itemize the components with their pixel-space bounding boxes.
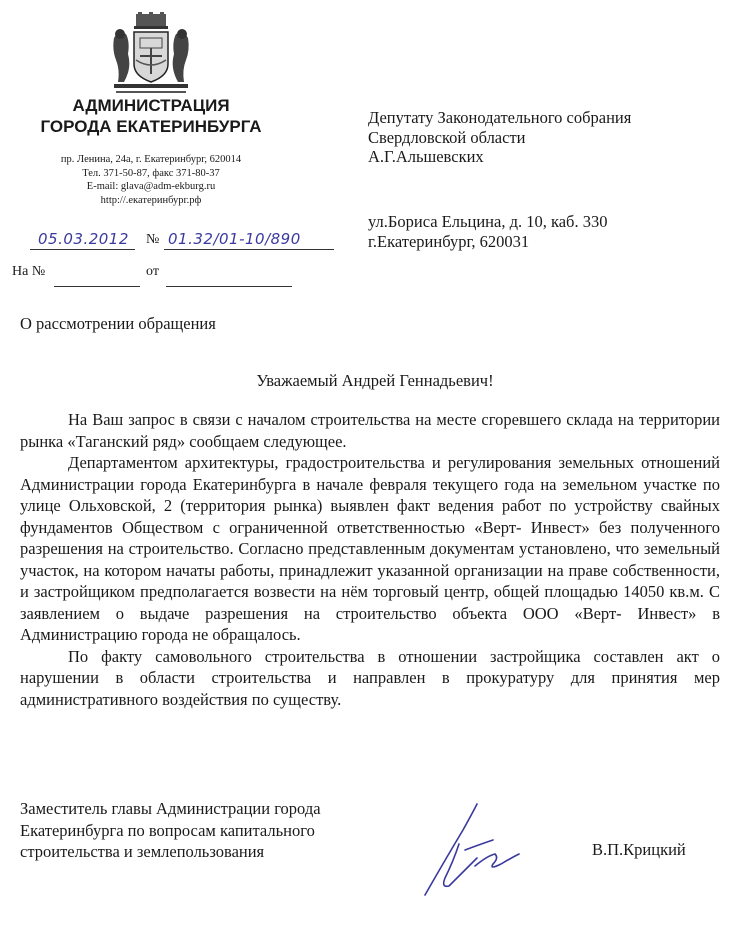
contact-phone: Тел. 371-50-87, факс 371-80-37	[82, 167, 220, 179]
handwritten-signature-icon	[415, 800, 525, 900]
signatory-name: В.П.Крицкий	[592, 840, 686, 859]
recipient-line: Депутату Законодательного собрания	[368, 108, 632, 127]
contact-website: http://.екатеринбург.рф	[100, 194, 202, 206]
org-line-2: ГОРОДА ЕКАТЕРИНБУРГА	[40, 117, 262, 136]
recipient-line: Свердловской области	[368, 127, 526, 147]
letter-greeting: Уважаемый Андрей Геннадьевич!	[256, 371, 494, 390]
address-street: ул.Бориса Ельцина, д. 10, каб. 330	[368, 212, 608, 231]
signatory-position	[20, 798, 321, 863]
registration-row	[30, 230, 340, 254]
registration-number: 01.32/01-10/890	[168, 230, 301, 248]
reference-from-label: от	[146, 264, 159, 279]
organization-title	[10, 95, 292, 137]
position-line: строительства и землепользования	[20, 842, 265, 861]
letter-subject: О рассмотрении обращения	[20, 314, 216, 333]
position-line: Заместитель главы Администрации города	[20, 799, 321, 818]
body-paragraph: На Ваш запрос в связи с началом строительства на месте сгоревшего склада на территории рынка «Таганский ряд» сообщаем следующее.	[20, 410, 720, 451]
letter-body	[20, 409, 720, 710]
body-paragraph: Департаментом архитектуры, градостроительства и регулирования земельных отношений Администрации города Екатеринбурга в начале февраля текущего года на земельном участке по улице Ольховской, 2 (территория рынка) выявлен факт ведения работ по устройству свайных фундаментов Обществом с ограниченной ответственностью «Верт- Инвест» без полученного разрешения на строительство. Согласно представленным документам установлено, что земельный участок, на котором начаты работы, принадлежит указанной организации на праве собственности, и застройщиком предполагается возвести на нём торговый центр, общей площадью 14050 кв.м. С заявлением о выдаче разрешения на строительство объекта ООО «Верт- Инвест» в Администрацию города не обращалось.	[20, 453, 720, 644]
body-paragraph: По факту самовольного строительства в отношении застройщика составлен акт о нарушении в области строительства и направлен в прокуратуру для принятия мер административного воздействия по существу.	[20, 646, 720, 709]
recipient-name: А.Г.Альшевских	[368, 147, 484, 166]
contact-email: E-mail: glava@adm-ekburg.ru	[86, 181, 216, 192]
address-city: г.Екатеринбург, 620031	[368, 231, 530, 251]
organization-contacts	[10, 153, 292, 207]
registration-date: 05.03.2012	[38, 230, 129, 248]
recipient-address	[368, 212, 607, 251]
recipient-block	[368, 108, 631, 167]
position-line: Екатеринбурга по вопросам капитального	[20, 820, 315, 840]
city-coat-of-arms-icon	[110, 12, 192, 96]
org-line-1: АДМИНИСТРАЦИЯ	[72, 96, 230, 115]
number-label: №	[146, 232, 160, 247]
reference-label: На №	[12, 264, 46, 279]
reference-row	[12, 264, 312, 288]
contact-address: пр. Ленина, 24а, г. Екатеринбург, 620014	[60, 154, 242, 165]
